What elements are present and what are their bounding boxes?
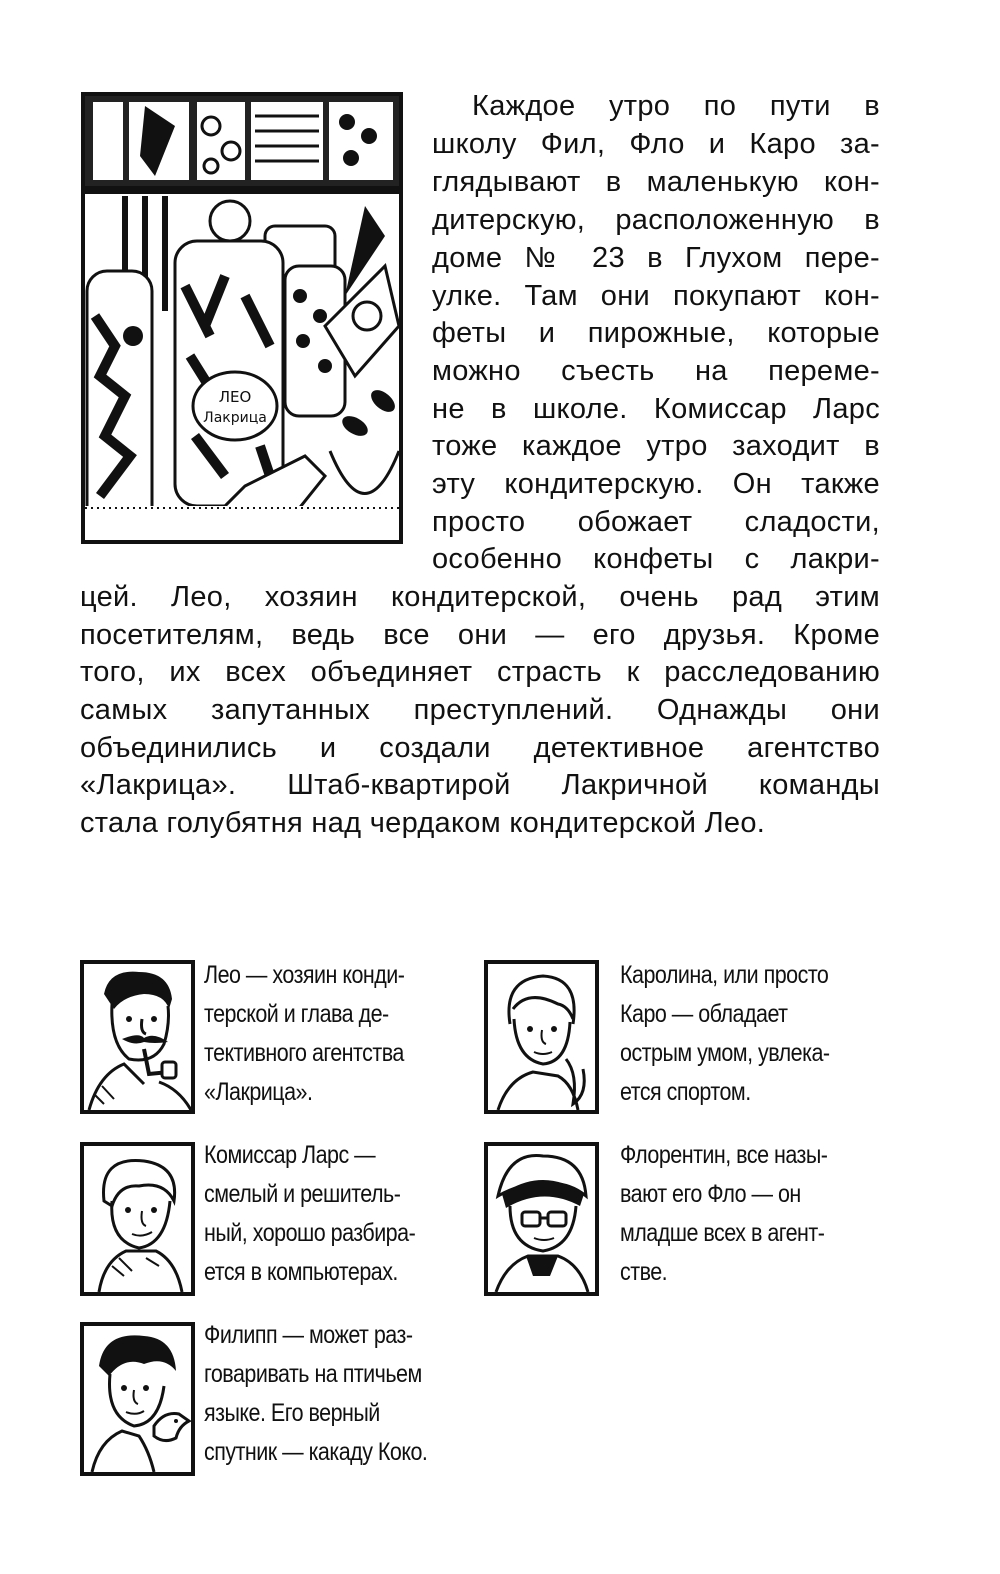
caption-line: острым умом, увлека- [620,1039,830,1067]
leo-portrait [80,960,195,1114]
candy-shop-illustration [81,92,403,544]
caption-line: младше всех в агент- [620,1219,825,1247]
intro-line: стала голубятня над чердаком кондитерской Лео. [80,807,766,839]
intro-line: посетителям, ведь все они — его друзья. Кроме [80,619,880,651]
intro-line: глядывают в маленькую кон- [432,166,880,198]
intro-line: тоже каждое утро заходит в [432,430,880,462]
caption-line: ется спортом. [620,1078,751,1106]
intro-line: доме № 23 в Глухом пере- [432,242,880,274]
intro-line: феты и пирожные, которые [432,317,880,349]
intro-line: просто обожает сладости, [432,506,880,538]
caro-portrait [484,960,599,1114]
intro-line: Каждое утро по пути в [472,90,880,122]
intro-line: «Лакрица». Штаб-квартирой Лакричной команды [80,769,880,801]
caption-line: Флорентин, все назы- [620,1141,828,1169]
caption-line: Каролина, или просто [620,961,829,989]
phil-portrait [80,1322,195,1476]
intro-line: можно съесть на переме- [432,355,880,387]
caption-line: языке. Его верный [204,1399,380,1427]
intro-line: объединились и создали детективное агентство [80,732,880,764]
intro-line: улке. Там они покупают кон- [432,280,880,312]
intro-line: дитерскую, расположенную в [432,204,880,236]
lars-portrait [80,1142,195,1296]
leo-caption [204,956,404,1112]
caption-line: тективного агентства [204,1039,404,1067]
intro-line: не в школе. Комиссар Ларс [432,393,880,425]
caption-line: Лео — хозяин конди- [204,961,405,989]
lars-caption [204,1136,415,1292]
caption-line: вают его Фло — он [620,1180,801,1208]
intro-line: цей. Лео, хозяин кондитерской, очень рад этим [80,581,880,613]
intro-line: особенно конфеты с лакри- [432,543,880,575]
caption-line: стве. [620,1258,668,1286]
intro-line: самых запутанных преступлений. Однажды они [80,694,880,726]
caption-line: Каро — обладает [620,1000,788,1028]
intro-line: школу Фил, Фло и Каро за- [432,128,880,160]
flo-portrait [484,1142,599,1296]
caption-line: говаривать на птичьем [204,1360,422,1388]
caption-line: ется в компьютерах. [204,1258,398,1286]
caption-line: спутник — какаду Коко. [204,1438,428,1466]
caption-line: терской и глава де- [204,1000,389,1028]
caption-line: ный, хорошо разбира- [204,1219,416,1247]
caro-caption [620,956,830,1112]
intro-line: эту кондитерскую. Он также [432,468,880,500]
phil-caption [204,1316,427,1472]
jar-label-leo: ЛЕО [218,388,252,406]
caption-line: Комиссар Ларс — [204,1141,376,1169]
caption-line: Филипп — может раз- [204,1321,413,1349]
caption-line: «Лакрица». [204,1078,313,1106]
intro-line: того, их всех объединяет страсть к расследованию [80,656,880,688]
jar-label-lakritsa: Лакрица [203,410,267,426]
flo-caption [620,1136,827,1292]
caption-line: смелый и решитель- [204,1180,401,1208]
